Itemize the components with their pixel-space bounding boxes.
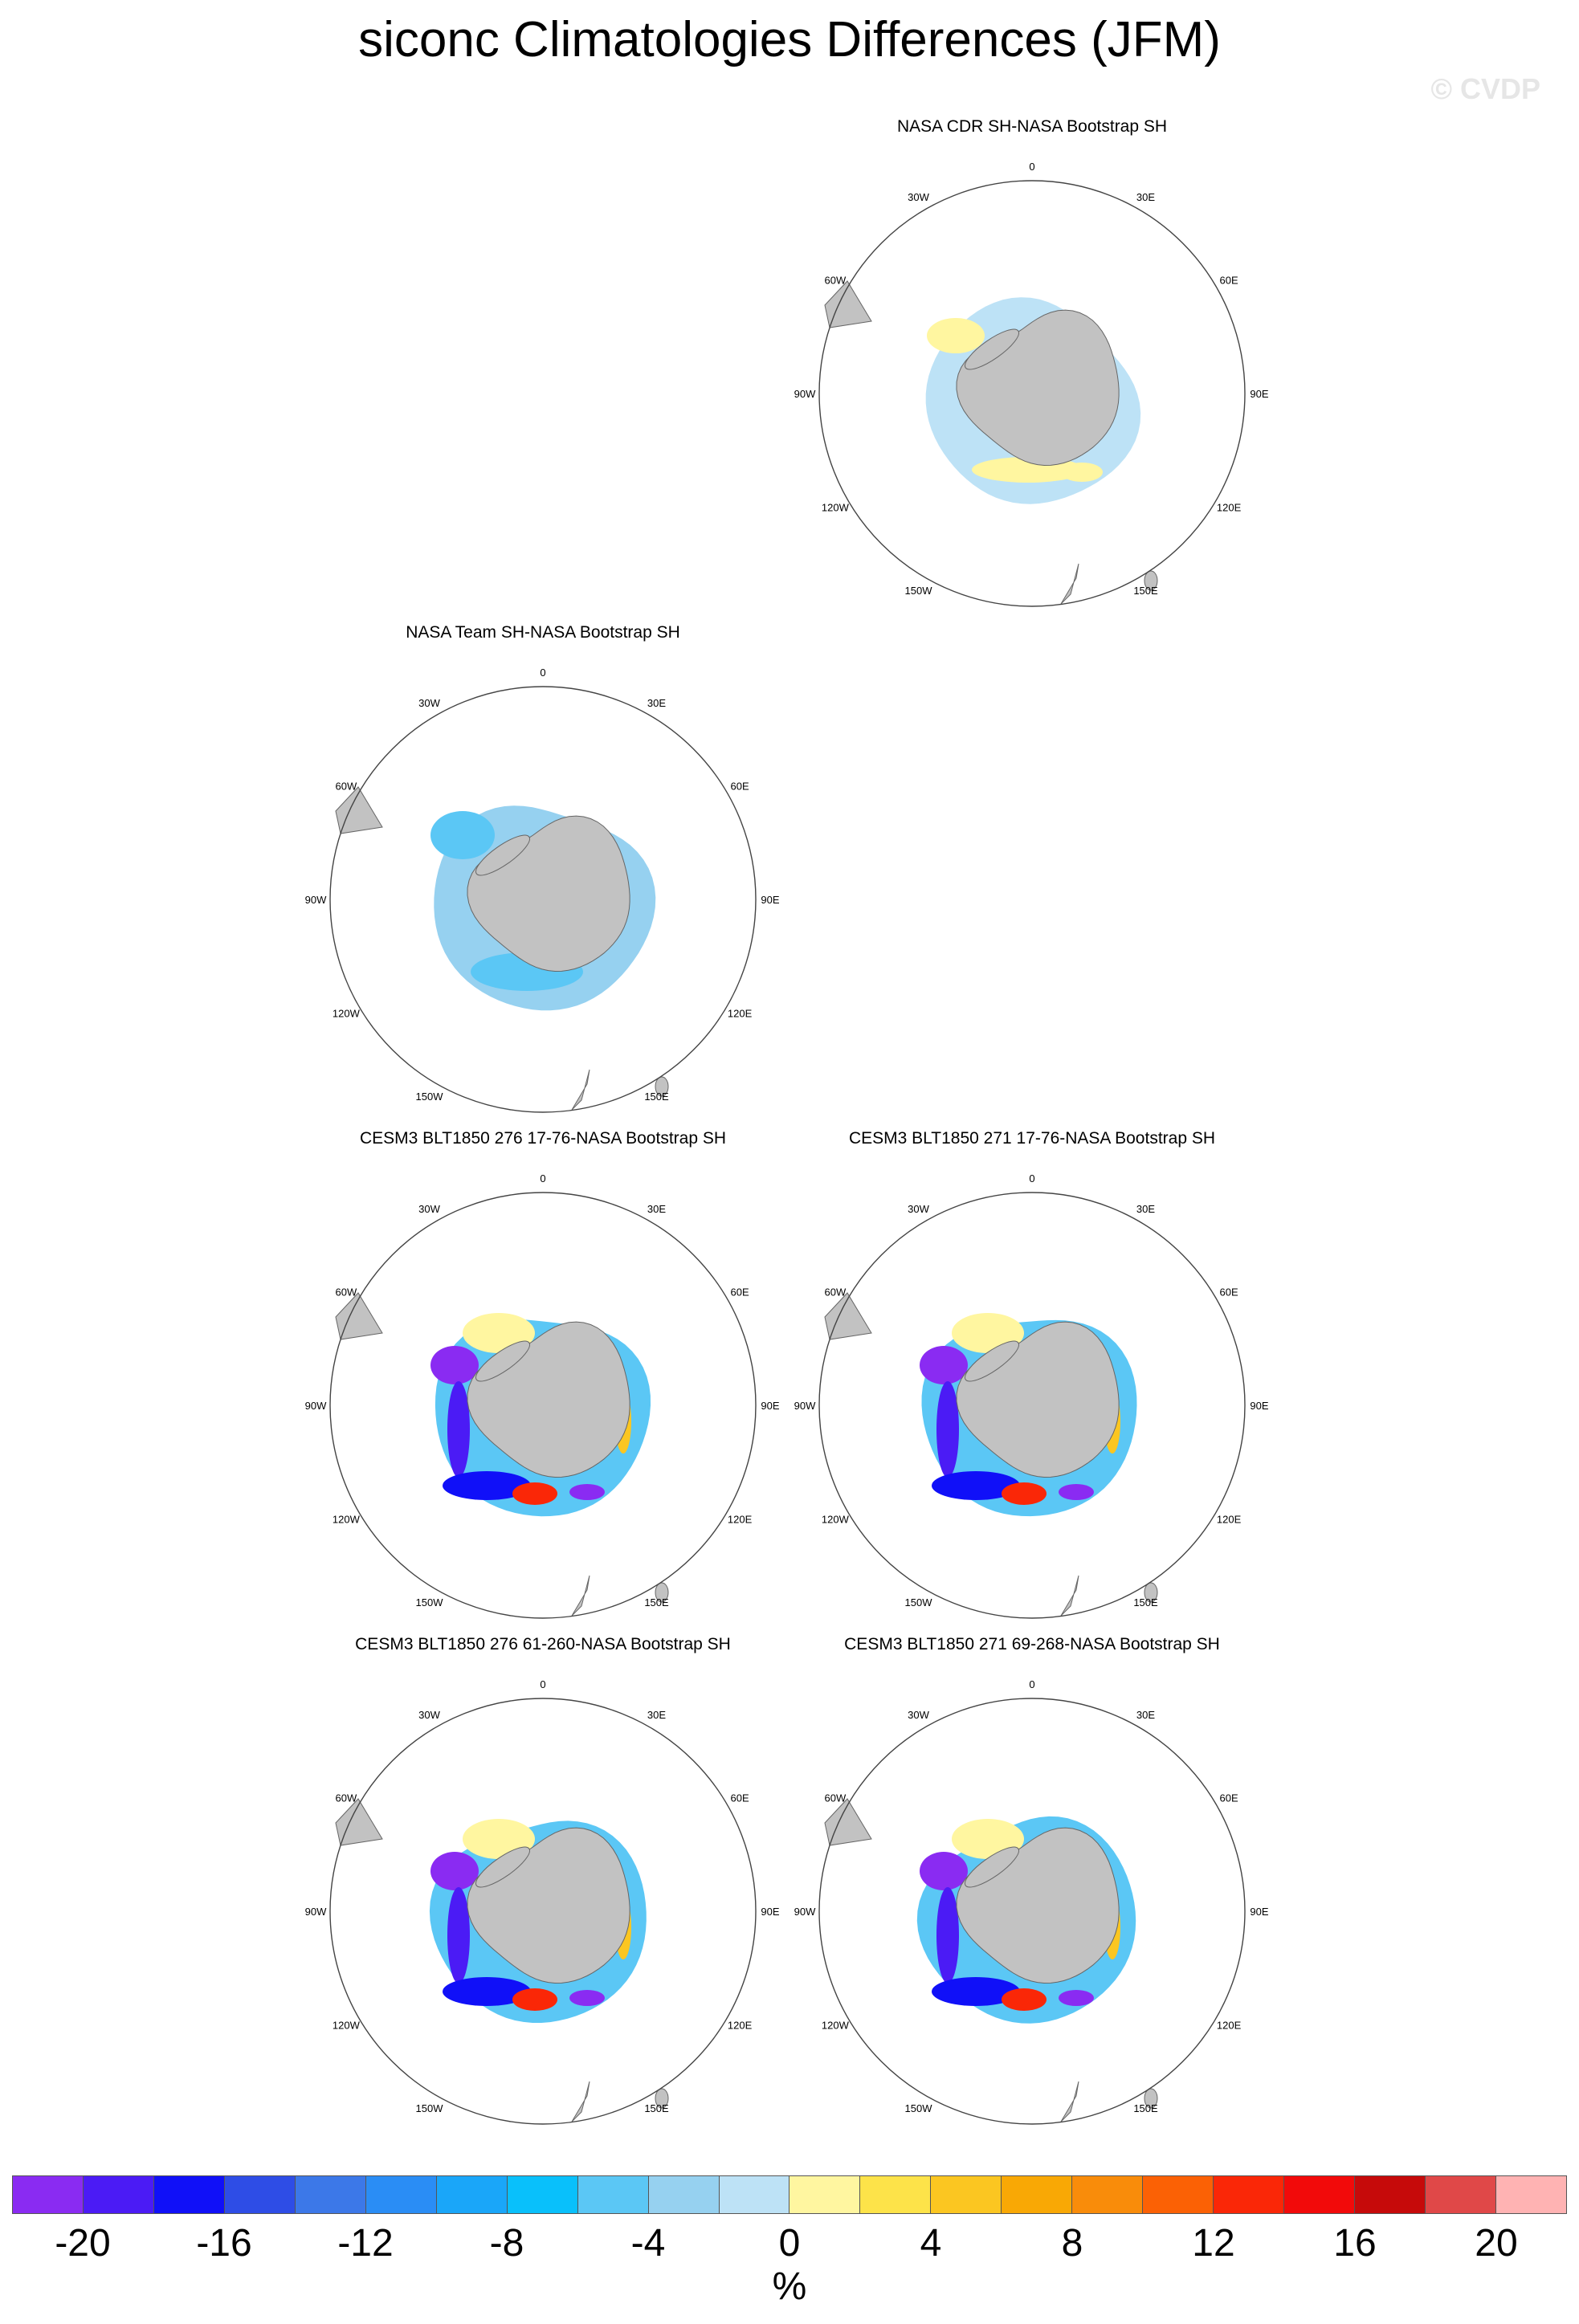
longitude-label: 120E	[1216, 2019, 1242, 2032]
sea-ice-region	[1002, 1482, 1047, 1505]
longitude-label: 0	[540, 667, 546, 679]
polar-map	[783, 1634, 1281, 2132]
colorbar-box	[860, 2176, 931, 2213]
longitude-label: 150W	[904, 2102, 932, 2115]
colorbar-box	[225, 2176, 296, 2213]
longitude-label: 150W	[415, 1596, 443, 1609]
colorbar-tick-label: 12	[1192, 2222, 1235, 2265]
longitude-label: 60W	[824, 1792, 847, 1804]
longitude-label: 0	[540, 1172, 546, 1184]
longitude-label: 60E	[1219, 1286, 1238, 1299]
longitude-label: 30E	[647, 696, 667, 709]
map-panel-cdr	[783, 116, 1281, 614]
longitude-label: 120W	[821, 1513, 849, 1526]
panel-title: CESM3 BLT1850 271 69-268-NASA Bootstrap SH	[844, 1635, 1220, 1653]
colorbar-tick-label: 0	[778, 2222, 801, 2265]
longitude-label: 0	[540, 1678, 546, 1690]
colorbar-tick-label: 20	[1475, 2222, 1518, 2265]
colorbar-tick-label: 16	[1333, 2222, 1377, 2265]
map-panel-model-271-69-268	[783, 1634, 1281, 2132]
colorbar-tick-label: -4	[630, 2222, 666, 2265]
longitude-label: 120E	[1216, 1513, 1242, 1526]
colorbar-tick-label: 8	[1061, 2222, 1083, 2265]
longitude-label: 120W	[332, 1007, 360, 1020]
colorbar-tick-label: -20	[55, 2222, 111, 2265]
longitude-label: 0	[1029, 161, 1035, 173]
longitude-label: 150E	[1133, 2102, 1158, 2115]
sea-ice-region	[936, 1887, 959, 1984]
colorbar-units: %	[772, 2265, 807, 2308]
sea-ice-region	[512, 1482, 557, 1505]
new-zealand-landmass	[572, 1576, 590, 1616]
colorbar-tick-label: -16	[196, 2222, 252, 2265]
colorbar-box	[1426, 2176, 1496, 2213]
panel-title: NASA CDR SH-NASA Bootstrap SH	[896, 117, 1168, 136]
longitude-label: 120E	[727, 1513, 753, 1526]
longitude-label: 60E	[730, 1286, 749, 1299]
longitude-label: 150E	[644, 2102, 669, 2115]
longitude-label: 30E	[647, 1202, 667, 1215]
longitude-label: 150E	[644, 1091, 669, 1103]
longitude-label: 120W	[821, 501, 849, 514]
longitude-label: 30W	[908, 1202, 929, 1215]
new-zealand-landmass	[1061, 2081, 1079, 2122]
polar-map	[294, 1128, 792, 1626]
sea-ice-region	[1061, 463, 1103, 482]
longitude-label: 30E	[1136, 190, 1156, 203]
longitude-label: 90E	[1250, 1906, 1269, 1918]
colorbar-box	[720, 2176, 790, 2213]
longitude-label: 30E	[1136, 1202, 1156, 1215]
longitude-label: 90W	[304, 1906, 327, 1918]
sea-ice-region	[430, 811, 495, 859]
colorbar-box	[578, 2176, 649, 2213]
colorbar-box	[1072, 2176, 1143, 2213]
polar-map	[294, 1634, 792, 2132]
longitude-label: 120W	[332, 2019, 360, 2032]
colorbar-tick-label: -8	[489, 2222, 524, 2265]
colorbar-box	[790, 2176, 860, 2213]
new-zealand-landmass	[1061, 564, 1079, 604]
longitude-label: 30W	[418, 1708, 440, 1721]
longitude-label: 60E	[1219, 1792, 1238, 1804]
longitude-label: 150W	[415, 1091, 443, 1103]
sea-ice-region	[430, 1346, 479, 1384]
colorbar-box	[1214, 2176, 1284, 2213]
sea-ice-region	[569, 1484, 605, 1500]
longitude-label: 30W	[908, 1708, 929, 1721]
panel-title: CESM3 BLT1850 271 17-76-NASA Bootstrap SH	[848, 1129, 1216, 1148]
longitude-label: 90W	[794, 1400, 816, 1412]
longitude-label: 0	[1029, 1678, 1035, 1690]
colorbar-box	[154, 2176, 225, 2213]
panel-title: NASA Team SH-NASA Bootstrap SH	[406, 623, 680, 642]
longitude-label: 90E	[761, 1906, 780, 1918]
longitude-label: 60E	[730, 1792, 749, 1804]
longitude-label: 60E	[1219, 274, 1238, 287]
colorbar-box	[296, 2176, 366, 2213]
longitude-label: 60W	[335, 1286, 357, 1299]
longitude-label: 90E	[761, 1400, 780, 1412]
sea-ice-region	[1059, 1990, 1094, 2006]
longitude-label: 90W	[304, 1400, 327, 1412]
longitude-label: 120E	[727, 2019, 753, 2032]
colorbar-box	[1143, 2176, 1214, 2213]
polar-map	[783, 1128, 1281, 1626]
colorbar-box	[508, 2176, 578, 2213]
panel-title: CESM3 BLT1850 276 17-76-NASA Bootstrap SH	[359, 1129, 727, 1148]
longitude-label: 60W	[335, 1792, 357, 1804]
cvdp-watermark: © CVDP	[1430, 72, 1540, 105]
sea-ice-region	[447, 1887, 470, 1984]
colorbar-box	[931, 2176, 1002, 2213]
sea-ice-region	[927, 318, 985, 353]
polar-map	[783, 116, 1281, 614]
map-panel-model-271-17-76	[783, 1128, 1281, 1626]
longitude-label: 90E	[1250, 1400, 1269, 1412]
sea-ice-region	[447, 1381, 470, 1478]
sea-ice-region	[512, 1988, 557, 2011]
longitude-label: 150W	[415, 2102, 443, 2115]
colorbar-box	[13, 2176, 84, 2213]
panel-title: CESM3 BLT1850 276 61-260-NASA Bootstrap SH	[355, 1635, 731, 1653]
map-panel-model-276-17-76	[294, 1128, 792, 1626]
longitude-label: 150E	[644, 1596, 669, 1609]
longitude-label: 150W	[904, 585, 932, 597]
colorbar-tick-labels	[12, 2221, 1567, 2269]
longitude-label: 0	[1029, 1172, 1035, 1184]
colorbar	[12, 2175, 1567, 2214]
longitude-label: 30W	[908, 190, 929, 203]
sea-ice-region	[430, 1852, 479, 1890]
sea-ice-region	[1002, 1988, 1047, 2011]
sea-ice-region	[920, 1852, 968, 1890]
new-zealand-landmass	[1061, 1576, 1079, 1616]
longitude-label: 60W	[335, 780, 357, 793]
colorbar-box	[1284, 2176, 1355, 2213]
sea-ice-region	[569, 1990, 605, 2006]
longitude-label: 120E	[727, 1007, 753, 1020]
longitude-label: 120E	[1216, 501, 1242, 514]
longitude-label: 30W	[418, 696, 440, 709]
colorbar-box	[1496, 2176, 1566, 2213]
colorbar-tick-label: -12	[337, 2222, 394, 2265]
map-panel-model-276-61-260	[294, 1634, 792, 2132]
sea-ice-region	[920, 1346, 968, 1384]
longitude-label: 30E	[1136, 1708, 1156, 1721]
map-panel-team	[294, 622, 792, 1120]
sea-ice-region	[1059, 1484, 1094, 1500]
longitude-label: 90E	[761, 894, 780, 906]
sea-ice-region	[936, 1381, 959, 1478]
longitude-label: 60W	[824, 1286, 847, 1299]
new-zealand-landmass	[572, 1070, 590, 1110]
colorbar-tick-label: 4	[920, 2222, 942, 2265]
longitude-label: 90E	[1250, 388, 1269, 400]
longitude-label: 30E	[647, 1708, 667, 1721]
longitude-label: 120W	[332, 1513, 360, 1526]
colorbar-box	[366, 2176, 437, 2213]
longitude-label: 60E	[730, 780, 749, 793]
figure-title: siconc Climatologies Differences (JFM)	[358, 12, 1221, 67]
longitude-label: 150E	[1133, 585, 1158, 597]
longitude-label: 120W	[821, 2019, 849, 2032]
polar-map	[294, 622, 792, 1120]
new-zealand-landmass	[572, 2081, 590, 2122]
colorbar-box	[84, 2176, 154, 2213]
longitude-label: 150W	[904, 1596, 932, 1609]
longitude-label: 90W	[794, 1906, 816, 1918]
colorbar-box	[437, 2176, 508, 2213]
longitude-label: 30W	[418, 1202, 440, 1215]
colorbar-box	[1002, 2176, 1072, 2213]
longitude-label: 90W	[304, 894, 327, 906]
colorbar-box	[649, 2176, 720, 2213]
longitude-label: 90W	[794, 388, 816, 400]
longitude-label: 150E	[1133, 1596, 1158, 1609]
colorbar-box	[1355, 2176, 1426, 2213]
longitude-label: 60W	[824, 274, 847, 287]
